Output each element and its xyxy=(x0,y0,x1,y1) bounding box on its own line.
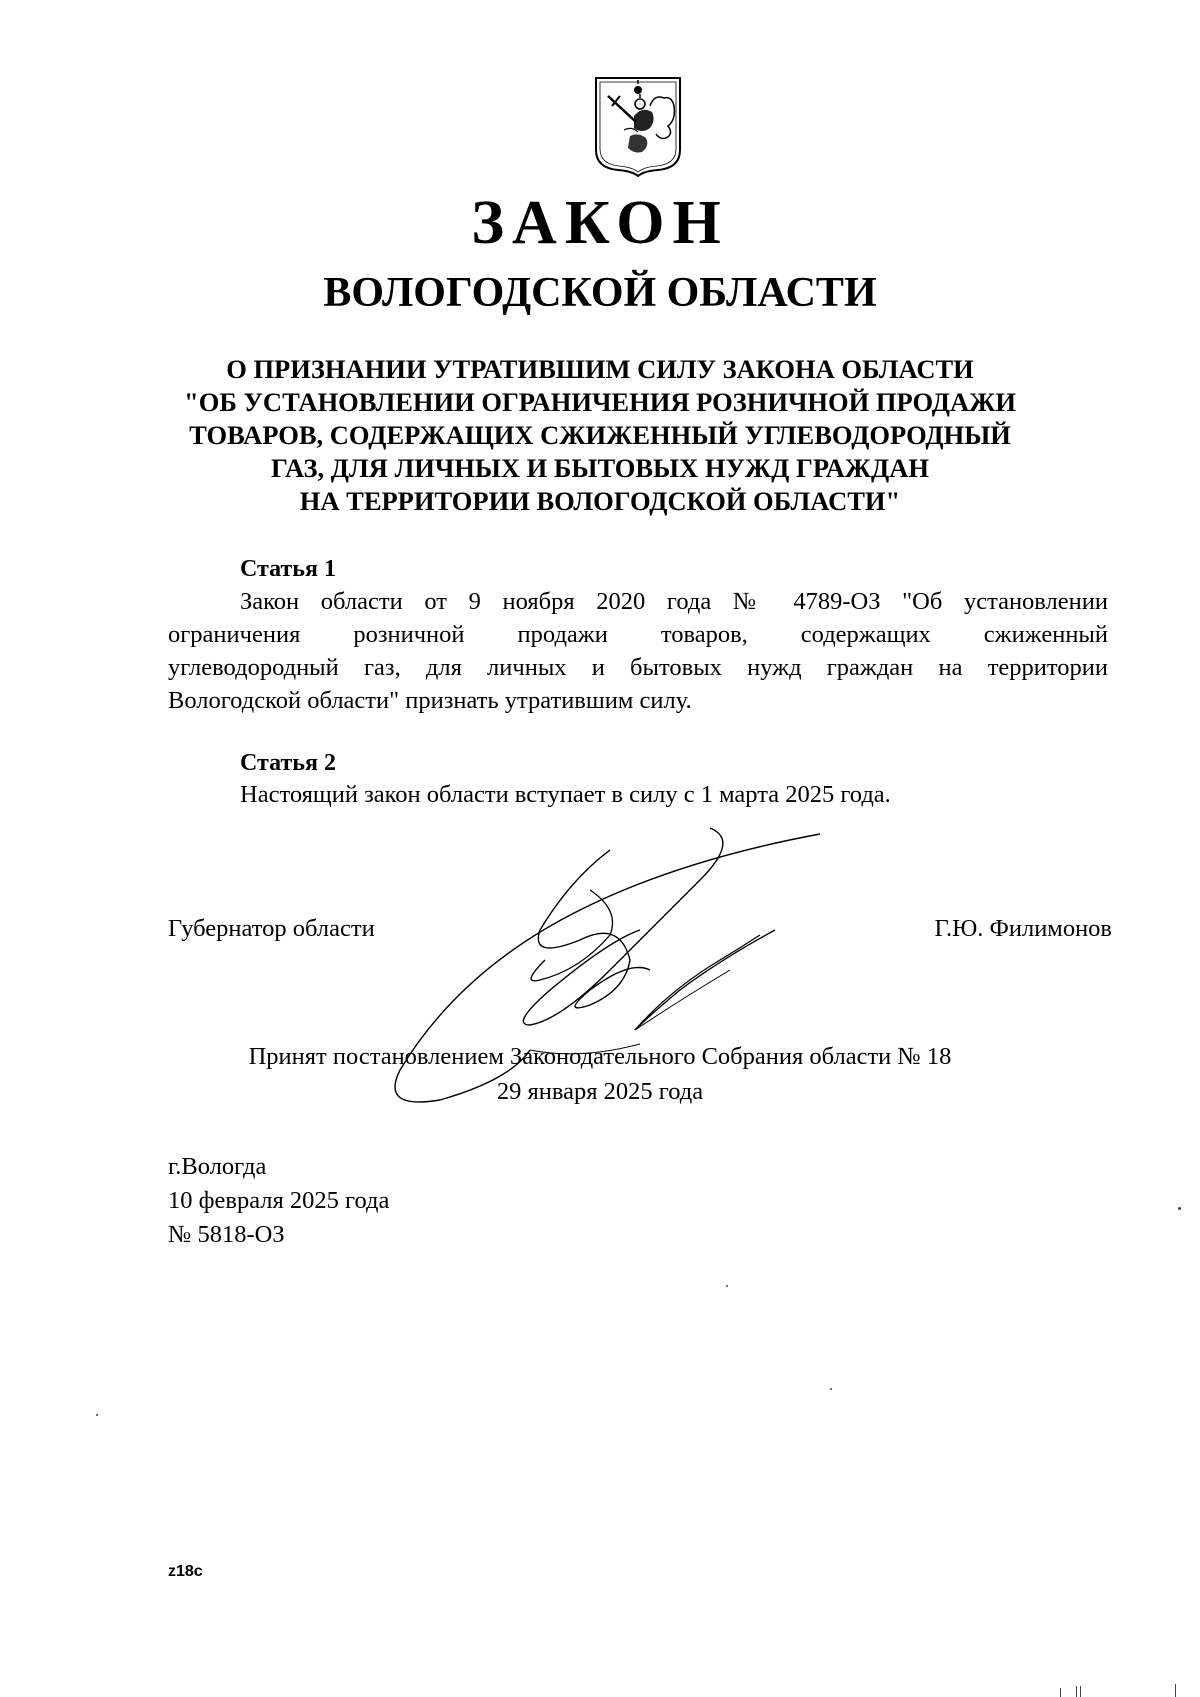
document-title: ЗАКОН xyxy=(471,189,729,257)
document-subtitle: ВОЛОГОДСКОЙ ОБЛАСТИ xyxy=(323,270,877,316)
heading-line: ТОВАРОВ, СОДЕРЖАЩИХ СЖИЖЕННЫЙ УГЛЕВОДОРОДНЫЙ xyxy=(189,420,1011,450)
law-number: № 5818-ОЗ xyxy=(168,1221,285,1248)
article-1-line: углеводородный газ, для личных и бытовых нужд граждан на территории xyxy=(168,654,1108,681)
adoption-line-1: Принят постановлением Законодательного Собрания области № 18 xyxy=(248,1043,952,1070)
coat-of-arms-icon xyxy=(594,76,682,178)
place-date: 10 февраля 2025 года xyxy=(168,1187,390,1214)
heading-line: ГАЗ, ДЛЯ ЛИЧНЫХ И БЫТОВЫХ НУЖД ГРАЖДАН xyxy=(271,453,929,483)
signatory-name: Г.Ю. Филимонов xyxy=(934,915,1112,942)
article-2-title: Статья 2 xyxy=(240,750,336,776)
signatory-position: Губернатор области xyxy=(168,915,375,942)
adoption-line-2: 29 января 2025 года xyxy=(496,1078,704,1105)
heading-line: НА ТЕРРИТОРИИ ВОЛОГОДСКОЙ ОБЛАСТИ" xyxy=(299,486,901,516)
article-2-text: Настоящий закон области вступает в силу с 1 марта 2025 года. xyxy=(240,781,891,808)
law-heading xyxy=(120,353,1080,518)
article-1-line: Вологодской области" признать утратившим силу. xyxy=(168,687,692,714)
scan-speck xyxy=(1175,1684,1176,1697)
footer-code: z18c xyxy=(168,1563,203,1580)
scan-speck xyxy=(726,1285,728,1287)
scan-speck xyxy=(1076,1686,1077,1697)
article-1-title: Статья 1 xyxy=(240,556,336,582)
heading-line: О ПРИЗНАНИИ УТРАТИВШИМ СИЛУ ЗАКОНА ОБЛАСТИ xyxy=(226,354,974,384)
article-1-line: ограничения розничной продажи товаров, содержащих сжиженный xyxy=(168,621,1108,648)
scan-speck xyxy=(830,1388,832,1390)
scan-speck xyxy=(1060,1688,1061,1697)
article-1-text xyxy=(168,585,1108,717)
scan-speck xyxy=(96,1414,98,1416)
article-1-line: Закон области от 9 ноября 2020 года № 4789-ОЗ "Об установлении xyxy=(240,588,1108,615)
scan-speck xyxy=(1178,1207,1181,1210)
heading-line: "ОБ УСТАНОВЛЕНИИ ОГРАНИЧЕНИЯ РОЗНИЧНОЙ ПРОДАЖИ xyxy=(184,387,1016,417)
place-city: г.Вологда xyxy=(168,1153,267,1180)
scan-speck xyxy=(1080,1686,1081,1697)
